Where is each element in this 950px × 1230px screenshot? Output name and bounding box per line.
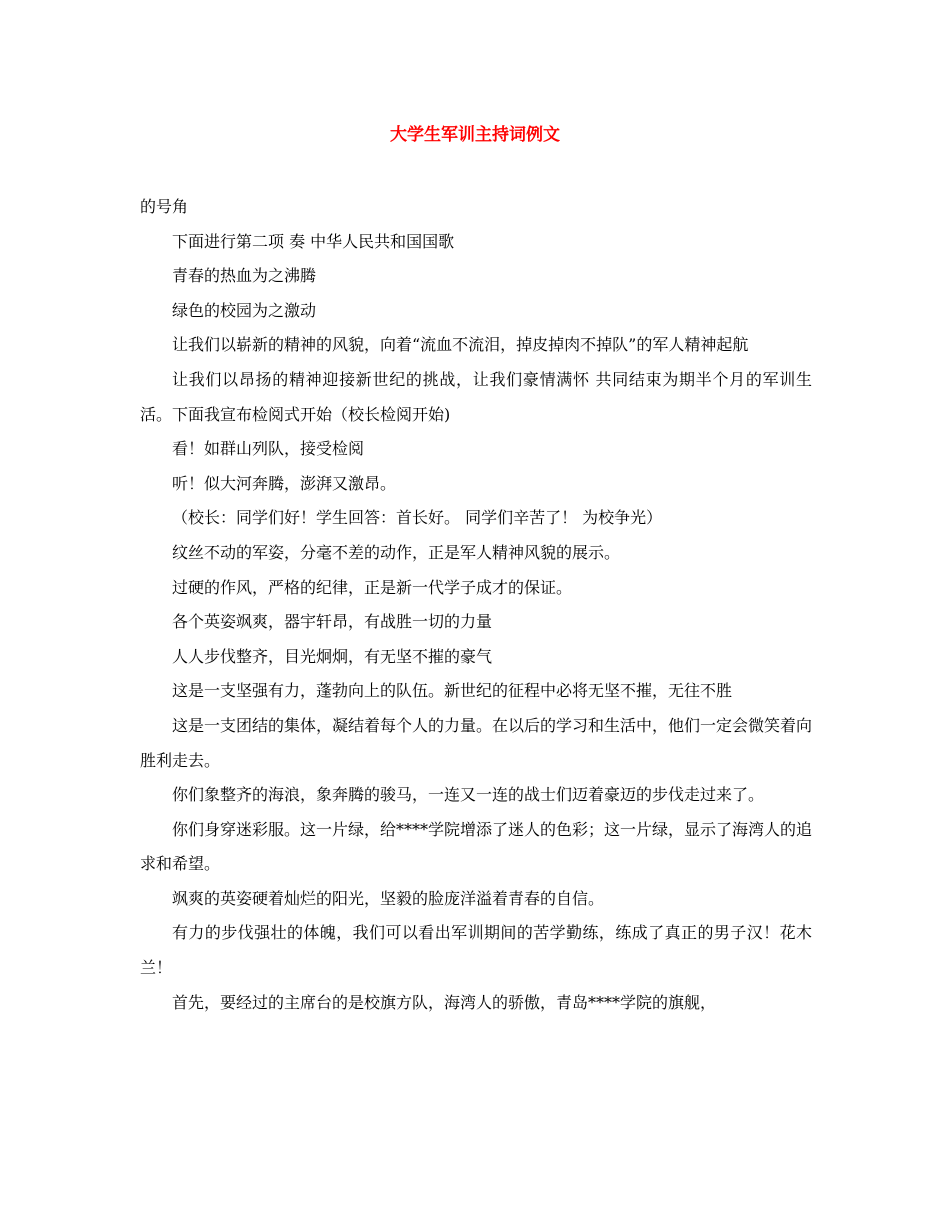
paragraph: 听！似大河奔腾，澎湃又激昂。 [172, 473, 397, 493]
document-title: 大学生军训主持词例文 [390, 125, 560, 145]
paragraph: 青春的热血为之沸腾 [172, 266, 317, 286]
paragraph: 看！如群山列队，接受检阅 [172, 439, 365, 459]
paragraph: 让我们以昂扬的精神迎接新世纪的挑战，让我们豪情满怀 共同结束为期半个月的军训生活。下面我宣布检阅式开始（校长检阅开始) [140, 369, 812, 424]
paragraph: 首先，要经过的主席台的是校旗方队，海湾人的骄傲，青岛****学院的旗舰， [172, 992, 717, 1012]
paragraph: 各个英姿飒爽，器宇轩昂，有战胜一切的力量 [172, 612, 493, 632]
paragraph: 的号角 [140, 197, 189, 216]
paragraph: 这是一支坚强有力，蓬勃向上的队伍。新世纪的征程中必将无坚不摧，无往不胜 [172, 681, 733, 701]
paragraph: 让我们以崭新的精神的风貌，向着“流血不流泪，掉皮掉肉不掉队”的军人精神起航 [172, 335, 749, 355]
paragraph: 这是一支团结的集体，凝结着每个人的力量。在以后的学习和生活中，他们一定会微笑着向胜利走去。 [140, 715, 813, 770]
paragraph: 飒爽的英姿硬着灿烂的阳光，坚毅的脸庞洋溢着青春的自信。 [172, 888, 605, 908]
paragraph: 绿色的校园为之激动 [172, 300, 317, 320]
paragraph: 过硬的作风，严格的纪律，正是新一代学子成才的保证。 [172, 577, 573, 597]
paragraph: 你们象整齐的海浪，象奔腾的骏马，一连又一连的战士们迈着豪迈的步伐走过来了。 [172, 785, 765, 805]
paragraph: （校长：同学们好！学生回答：首长好。 同学们辛苦了！ 为校争光） [172, 508, 663, 528]
paragraph: 有力的步伐强壮的体魄，我们可以看出军训期间的苦学勤练，练成了真正的男子汉！花木兰！ [140, 923, 812, 978]
paragraph: 纹丝不动的军姿，分毫不差的动作，正是军人精神风貌的展示。 [172, 542, 621, 562]
paragraph: 你们身穿迷彩服。这一片绿，给****学院增添了迷人的色彩；这一片绿，显示了海湾人的追求和希望。 [140, 819, 813, 874]
paragraph: 下面进行第二项 奏 中华人民共和国国歌 [172, 231, 455, 251]
document-body [140, 190, 812, 1020]
paragraph: 人人步伐整齐，目光炯炯，有无坚不摧的豪气 [172, 646, 493, 666]
